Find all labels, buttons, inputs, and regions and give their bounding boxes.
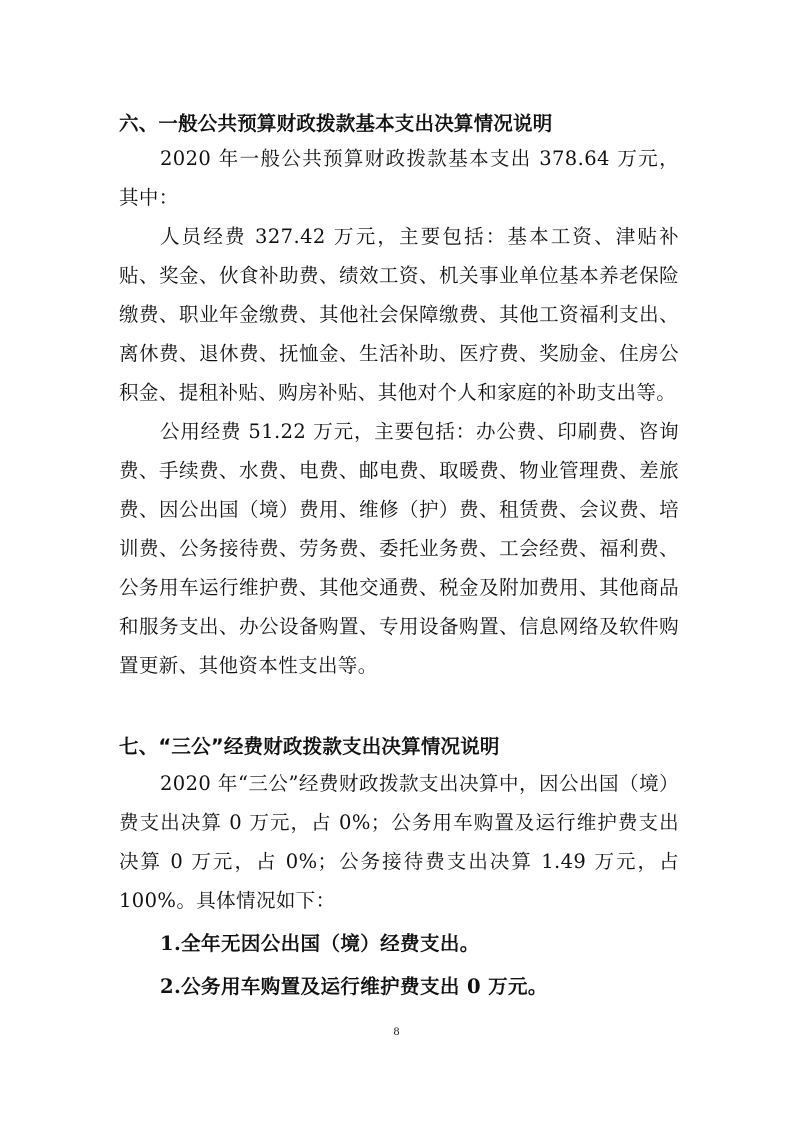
section-7-item-1 bbox=[119, 924, 679, 963]
section-6-paragraph-personnel: 人员经费 327.42 万元，主要包括：基本工资、津贴补贴、奖金、伙食补助费、绩效工资、机关事业单位基本养老保险缴费、职业年金缴费、其他社会保障缴费、其他工资福利支出、离休费、退休费、抚恤金、生活补助、医疗费、奖励金、住房公积金、提租补贴、购房补贴、其他对个人和家庭的补助支出等。 bbox=[119, 225, 679, 404]
section-7-item-2 bbox=[119, 967, 679, 1006]
section-6-paragraph-total: 2020 年一般公共预算财政拨款基本支出 378.64 万元，其中： bbox=[119, 147, 679, 209]
section-7-item-1-text: 1.全年无因公出国（境）经费支出。 bbox=[160, 932, 480, 955]
page-number: 8 bbox=[393, 1024, 400, 1038]
section-6-body bbox=[119, 131, 679, 685]
section-7-item-2-text: 2.公务用车购置及运行维护费支出 0 万元。 bbox=[160, 975, 548, 998]
section-6-paragraph-public: 公用经费 51.22 万元，主要包括：办公费、印刷费、咨询费、手续费、水费、电费、邮电费、取暖费、物业管理费、差旅费、因公出国（境）费用、维修（护）费、租赁费、会议费、培训费、公务接待费、劳务费、委托业务费、工会经费、福利费、公务用车运行维护费、其他交通费、税金及附加费用、其他商品和服务支出、办公设备购置、专用设备购置、信息网络及软件购置更新、其他资本性支出等。 bbox=[119, 420, 679, 677]
section-7-paragraph-summary: 2020 年“三公”经费财政拨款支出决算中，因公出国（境）费支出决算 0 万元，占 0%；公务用车购置及运行维护费支出决算 0 万元，占 0%；公务接待费支出决算 1.49 万元，占 100%。具体情况如下： bbox=[119, 772, 679, 912]
section-7-body bbox=[119, 764, 679, 1006]
section-7-heading: 七、“三公”经费财政拨款支出决算情况说明 bbox=[119, 735, 500, 758]
section-6-heading: 六、一般公共预算财政拨款基本支出决算情况说明 bbox=[119, 112, 553, 135]
